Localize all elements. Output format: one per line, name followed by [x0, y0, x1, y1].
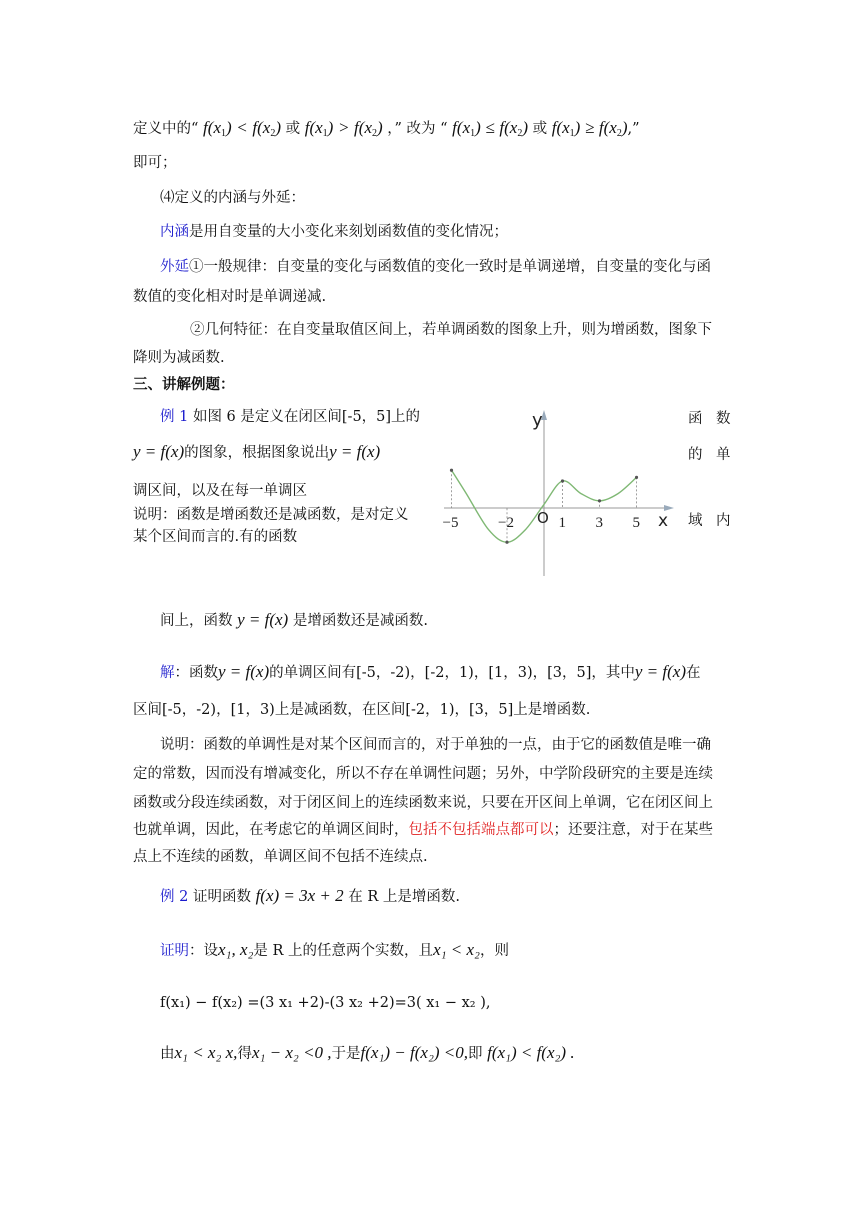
note-line-4: 也就单调，因此，在考虑它的单调区间时，包括不包括端点都可以；还要注意，对于在某些	[133, 822, 713, 838]
waiyan-label: 外延	[160, 259, 189, 275]
curve-point	[505, 541, 508, 544]
math-fx1: $f(x_1)$	[304, 118, 334, 139]
curve-point	[450, 469, 453, 472]
x-tick-label: −5	[442, 515, 459, 531]
ex1-right-1b: 数	[716, 411, 731, 427]
def-line-1: 定义中的“ $f(x_1) < f(x_2)$ 或 $f(x_1) > f(x_2)$ ，” 改为 “ $f(x_1) \le f(x_2)$ 或 $f(x_1) \ge f(x_2)$,”	[133, 118, 640, 139]
ex1-right-2b: 单	[716, 447, 731, 463]
curve-point	[598, 499, 601, 502]
note-line-1: 说明：函数的单调性是对某个区间而言的，对于单独的一点，由于它的函数值是唯一确	[160, 737, 711, 753]
neihan-label: 内涵	[160, 224, 189, 240]
ex1-line-6: 间上，函数 y = f(x) 是增函数还是减函数.	[160, 610, 428, 629]
ex1-line-4: 说明：函数是增函数还是减函数，是对定义	[133, 507, 409, 523]
math-fx2: $f(x_2)$	[354, 118, 383, 139]
math-fx2: $f(x_2)$	[499, 118, 528, 139]
function-graph	[426, 404, 676, 579]
note-line-2: 定的常数，因而没有增减变化，所以不存在单调性问题；另外，中学阶段研究的主要是连续	[133, 766, 713, 782]
neihan-line: 内涵是用自变量的大小变化来刻划函数值的变化情况；	[160, 224, 508, 240]
ex1-right-3b: 内	[716, 513, 731, 529]
proof-line-3: 由x₁ < x₂ x,得x₁ − x₂ <0 ,于是f(x₁) − f(x₂) <0,即 f(x₁) < f(x₂) .	[160, 1043, 575, 1062]
math-fx1: $f(x_1)$	[551, 118, 581, 139]
note-line-5: 点上不连续的函数，单调区间不包括不连续点.	[133, 849, 428, 865]
math-fx2: $f(x_2)$	[252, 118, 281, 139]
proof-line-1: 证明：设x₁, x₂是 R 上的任意两个实数，且x₁ < x₂，则	[160, 940, 509, 959]
solution-label: 解	[160, 665, 175, 681]
x-axis-label: x	[658, 511, 669, 531]
proof-line-2: f(x₁) − f(x₂) =(3 x₁ +2)-(3 x₂ +2)=3( x₁ − x₂ ),	[160, 995, 491, 1011]
ex1-right-1a: 函	[688, 411, 703, 427]
y-axis-label: y	[532, 410, 543, 431]
note-highlight: 包括不包括端点都可以	[408, 822, 554, 838]
proof-label: 证明	[160, 943, 189, 959]
math-fx1: $f(x_1)$	[203, 118, 232, 139]
ex1-line-1: 例 1 如图 6 是定义在闭区间[-5，5]上的	[160, 409, 421, 425]
x-tick-label: 1	[558, 515, 566, 531]
x-tick-label: −2	[498, 515, 514, 531]
waiyan-line-3: ②几何特征：在自变量取值区间上，若单调函数的图象上升，则为增函数，图象下	[190, 322, 712, 338]
ex1-line-5: 某个区间而言的.有的函数	[133, 529, 298, 545]
ex1-label: 例 1	[160, 409, 189, 425]
ex1-right-2a: 的	[688, 447, 703, 463]
ex1-line-2: y = f(x)的图象，根据图象说出y = f(x)	[133, 442, 381, 461]
item-4-heading: ⑷定义的内涵与外延：	[160, 190, 305, 206]
waiyan-line-1: 外延①一般规律：自变量的变化与函数值的变化一致时是单调递增，自变量的变化与函	[160, 259, 711, 275]
ex1-right-3a: 域	[688, 513, 703, 529]
ex2-line: 例 2 证明函数 f(x) = 3x + 2 在 R 上是增函数.	[160, 886, 461, 905]
math-fx1: $f(x_1)$	[452, 118, 481, 139]
x-tick-label: 3	[595, 515, 603, 531]
def-line-2: 即可；	[133, 155, 177, 171]
waiyan-line-4: 降则为减函数.	[133, 350, 225, 366]
note-line-3: 函数或分段连续函数，对于闭区间上的连续函数来说，只要在开区间上单调，它在闭区间上	[133, 795, 713, 811]
x-tick-label: 5	[632, 515, 640, 531]
section-heading: 三、讲解例题：	[133, 376, 235, 393]
solution-line-2: 区间[-5，-2)，[1，3)上是减函数，在区间[-2，1)，[3，5]上是增函数.	[133, 702, 591, 718]
curve-point	[635, 476, 638, 479]
solution-line-1: 解：函数y = f(x)的单调区间有[-5，-2)，[-2，1)，[1，3)，[3，5]，其中y = f(x)在	[160, 662, 701, 681]
math-fx2: $f(x_2)$	[598, 118, 628, 139]
ex1-line-3: 调区间，以及在每一单调区	[133, 483, 307, 499]
curve-point	[561, 479, 564, 482]
origin-label: O	[537, 509, 549, 527]
waiyan-line-2: 数值的变化相对时是单调递减.	[133, 289, 327, 305]
ex2-label: 例 2	[160, 889, 189, 905]
